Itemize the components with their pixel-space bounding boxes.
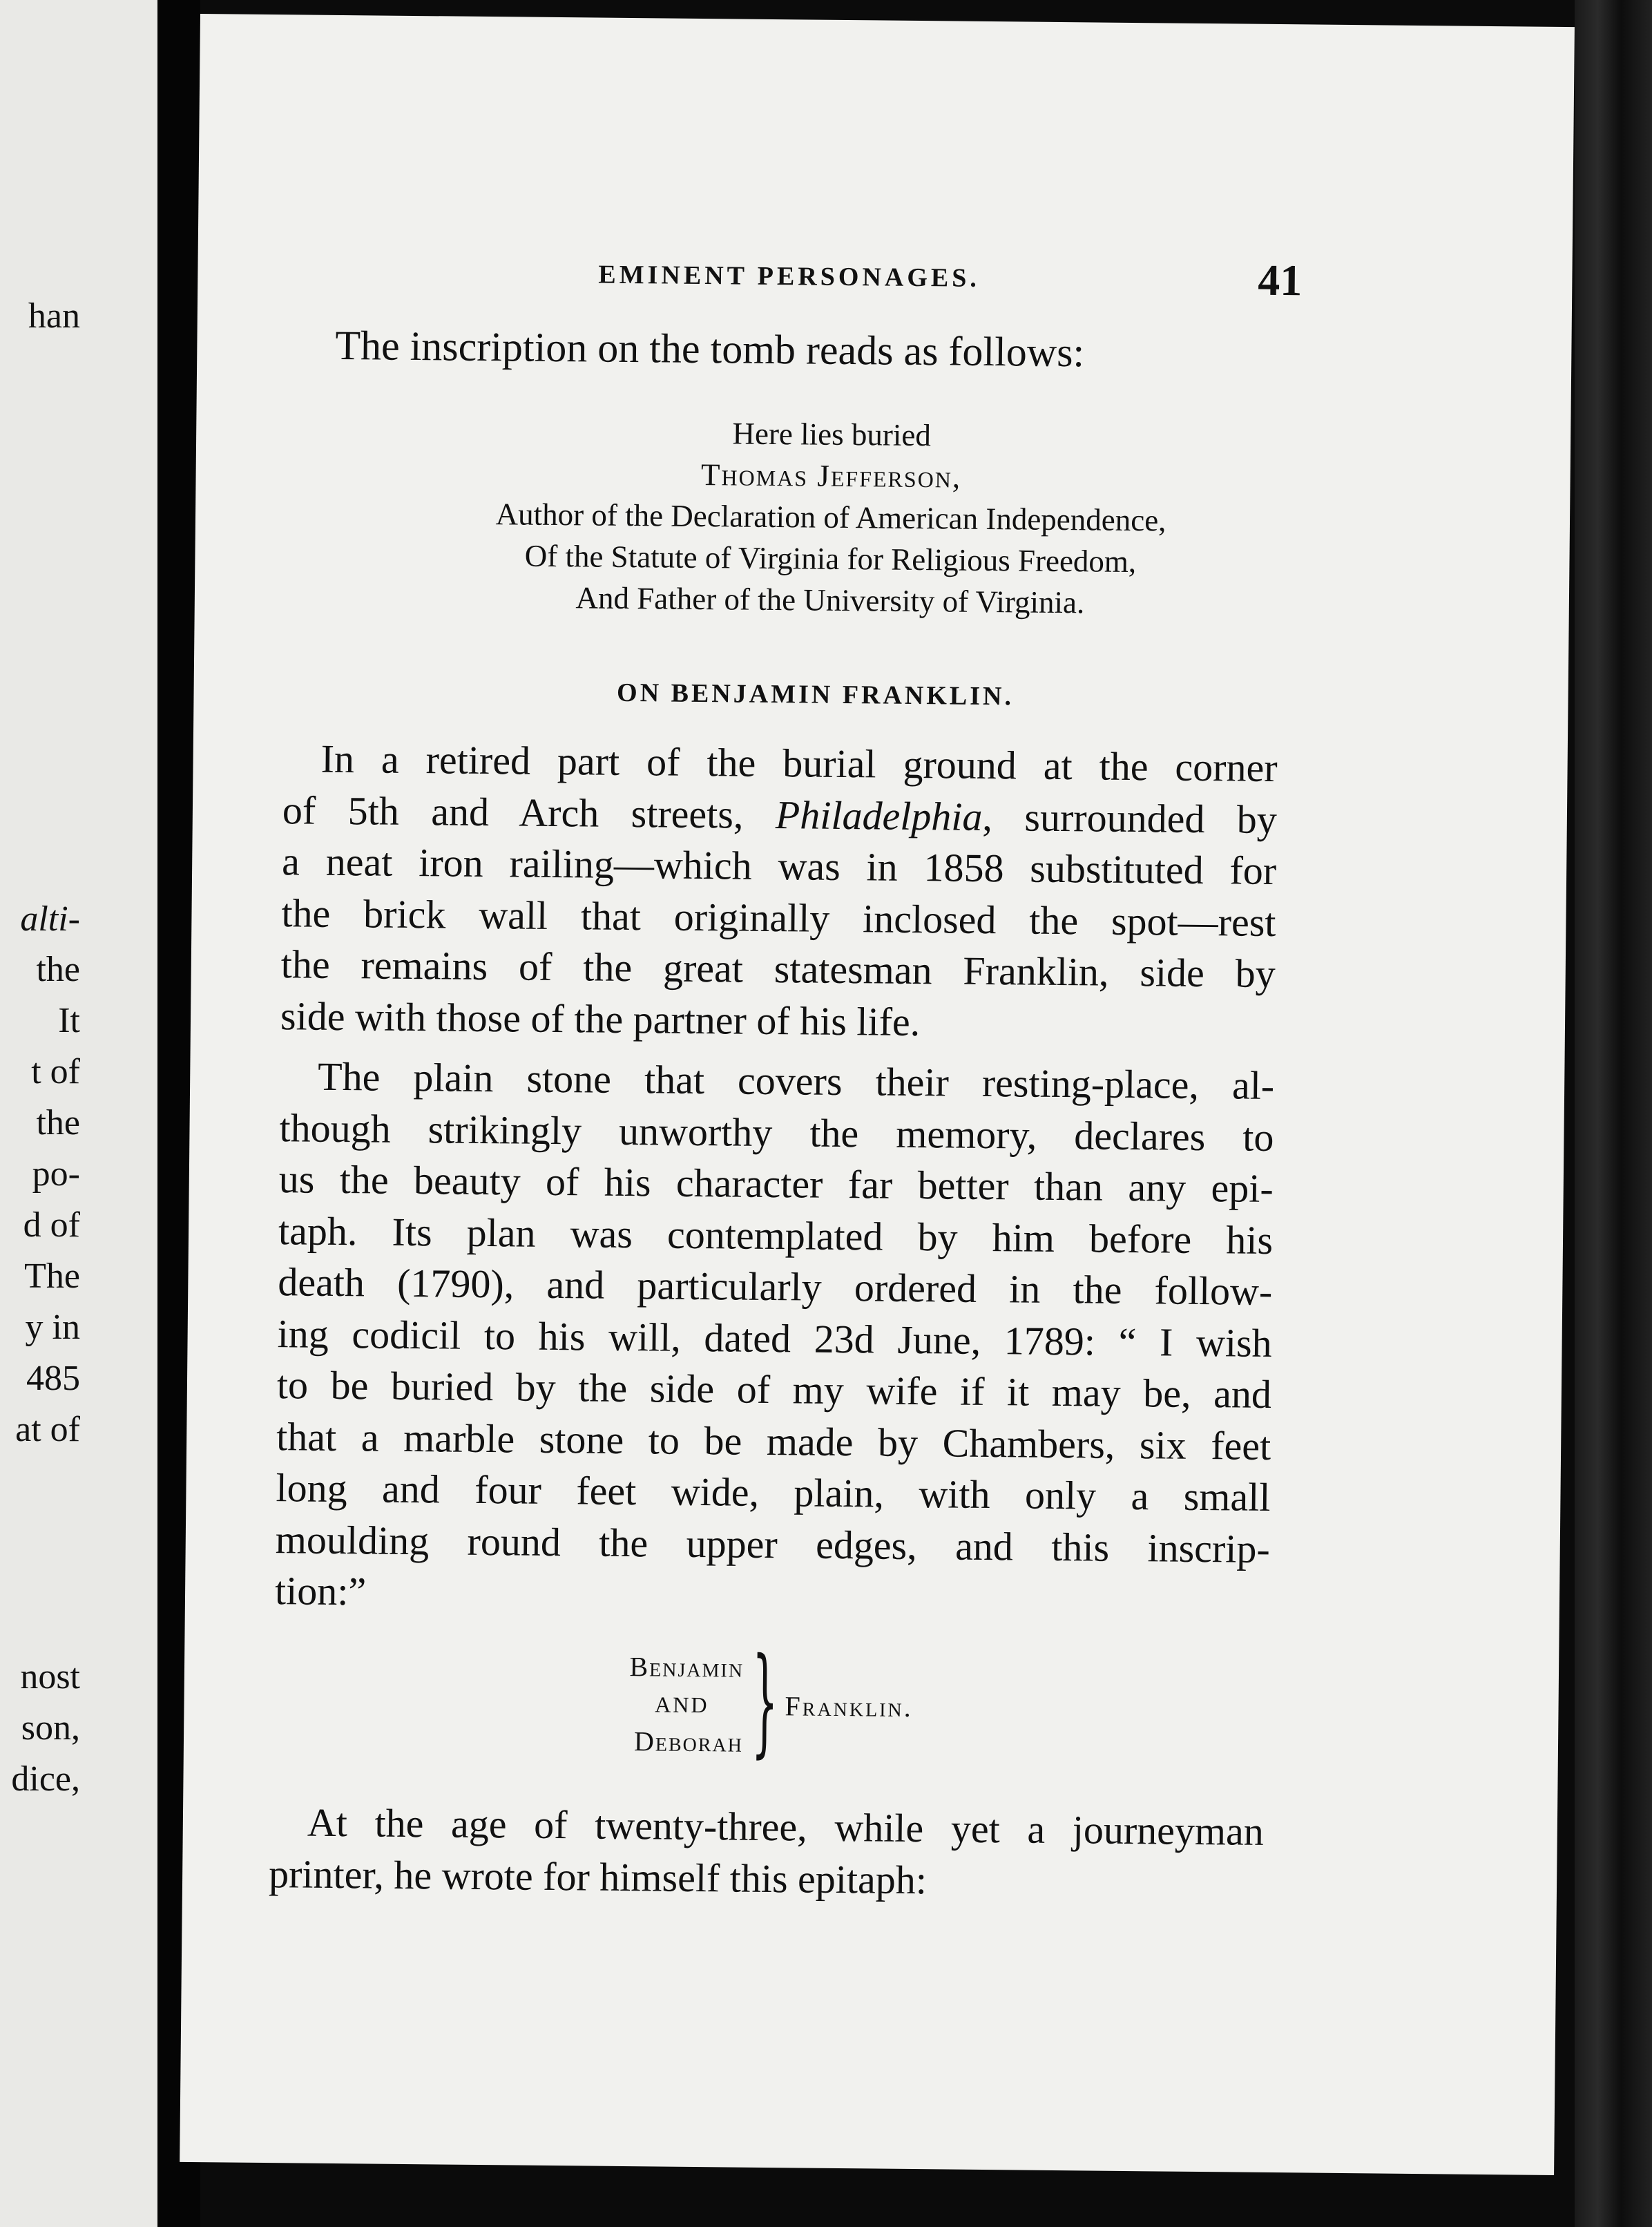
inscription-line: And Father of the University of Virginia. [575,580,1085,620]
section-heading: ON BENJAMIN FRANKLIN. [616,678,1015,711]
left-fragment: It [58,1001,80,1040]
epitaph-name: Benjamin [629,1651,745,1683]
inscription-line: Of the Statute of Virginia for Religious Freedom, [524,538,1137,580]
place-name: Philadelphia [775,792,983,839]
text-line: though strikingly unworthy the memory, declares to [279,1105,1274,1160]
inscription-line: Author of the Declaration of American Independence, [495,497,1166,538]
left-fragment: y in [25,1308,80,1347]
left-fragment: nost [20,1657,80,1696]
left-fragment: d of [23,1205,80,1245]
epitaph-surname: Franklin. [785,1690,913,1723]
brace-glyph: } [751,1632,779,1770]
inscription-intro: The inscription on the tomb reads as follows: [335,322,1085,376]
text-line: printer, he wrote for himself this epitaph: [268,1851,928,1902]
text-line: taph. Its plan was contemplated by him before his [278,1207,1274,1263]
text-line: The plain stone that covers their resting-place, al- [317,1053,1275,1108]
franklin-epitaph [570,1632,1055,1777]
text-line: side with those of the partner of his life. [280,993,921,1044]
left-fragment: dice, [11,1759,80,1799]
epitaph-name: Deborah [633,1726,744,1758]
text-line: us the beauty of his character far better than any epi- [278,1156,1274,1211]
left-fragment: son, [21,1708,80,1748]
text-line: long and four feet wide, plain, with only a small [276,1465,1271,1520]
left-fragment: the [36,1103,80,1143]
text-line: moulding round the upper edges, and this inscrip- [275,1516,1271,1571]
left-fragment: t of [31,1052,80,1091]
left-fragment: alti- [20,899,80,939]
text-line: In a retired part of the burial ground at the corner [320,736,1278,791]
left-facing-page [0,0,157,2227]
epitaph-names [570,1647,745,1761]
paragraph-franklin-burial [280,733,1278,1051]
jefferson-inscription [367,409,1295,625]
left-fragment: The [24,1256,80,1296]
paragraph-plain-stone [275,1051,1275,1626]
left-fragment: at of [15,1410,80,1449]
left-fragment: po- [32,1154,80,1194]
epitaph-conjunction: AND [655,1692,709,1718]
text-line: death (1790), and particularly ordered in the follow- [278,1259,1273,1314]
text-line: tion:” [274,1568,367,1614]
text-line: to be buried by the side of my wife if it may be, and [276,1362,1272,1417]
text-line: of 5th and Arch streets, Philadelphia, surrounded by [282,787,1278,842]
left-fragment: 485 [26,1359,80,1398]
page-number: 41 [1258,255,1303,305]
main-page [180,14,1575,2175]
text-line: At the age of twenty-three, while yet a journeyman [307,1799,1265,1854]
text-line: the remains of the great statesman Franklin, side by [280,942,1276,997]
inscription-name: Thomas Jefferson, [700,457,962,495]
text-line: a neat iron railing—which was in 1858 substituted for [281,839,1277,894]
inscription-line: Here lies buried [732,416,932,453]
page-edges [1575,0,1652,2227]
text-line: ing codicil to his will, dated 23d June, 1789: “ I wish [277,1310,1272,1366]
left-fragment: han [28,296,80,336]
left-fragment: the [36,950,80,989]
running-head [198,242,1573,310]
running-head-title: EMINENT PERSONAGES. [598,260,981,293]
text-line: the brick wall that originally inclosed the spot—rest [281,890,1276,945]
paragraph-epitaph-intro [269,1797,1264,1909]
text-line: that a marble stone to be made by Chambers, six feet [276,1413,1271,1469]
